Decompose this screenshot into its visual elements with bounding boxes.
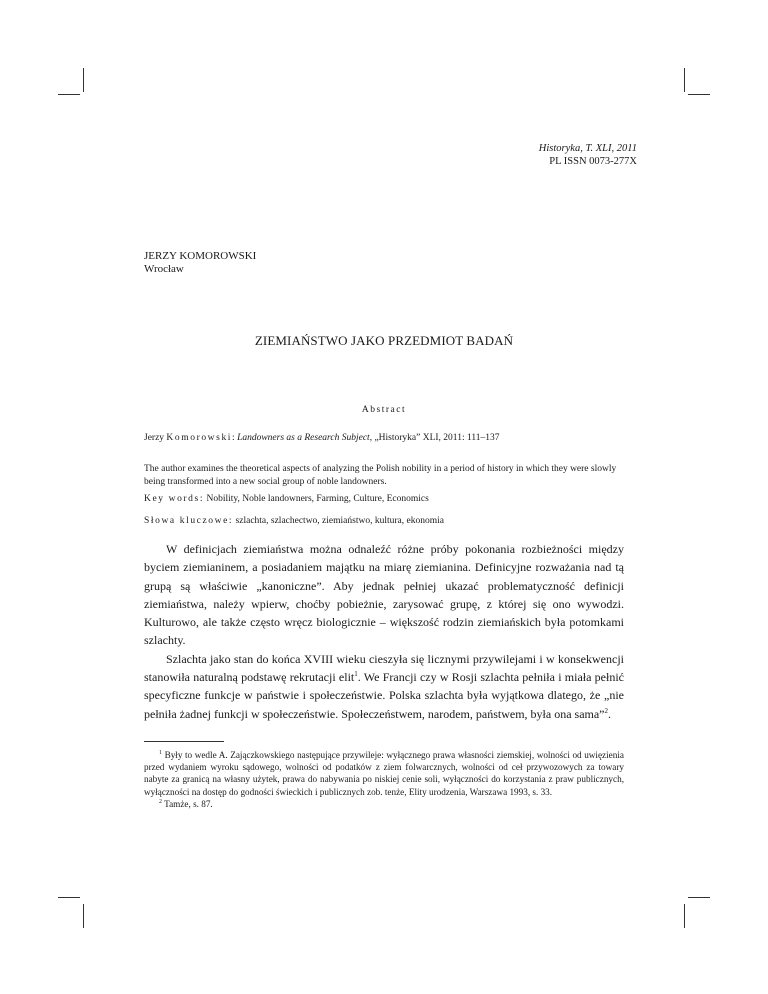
citation-source: , „Historyka” XLI, 2011: 111–137 [369,433,500,443]
keywords-line [144,494,429,504]
body-paragraph-2 [144,650,624,723]
crop-mark [83,904,84,928]
crop-mark [83,68,84,92]
slowa-kluczowe-values: szlachta, szlachectwo, ziemiaństwo, kultura, ekonomia [233,516,444,526]
slowa-kluczowe-line [144,516,444,526]
author-city: Wrocław [144,263,184,275]
paragraph-text: Szlachta jako stan do końca XVIII wieku cieszyła się licznymi przywilejami i w konsekwencji stanowiła naturalną podstawę rekrutacji elit [144,651,624,685]
abstract-text: The author examines the theoretical aspects of analyzing the Polish nobility in a period of history in which they were slowly being transformed into a new social group of noble landowners. [144,464,617,487]
citation-title: Landowners as a Research Subject [237,433,370,443]
citation-separator: : [232,433,238,443]
footnote-2 [144,798,624,810]
article-title: ZIEMIAŃSTWO JAKO PRZEDMIOT BADAŃ [254,333,514,348]
abstract-heading: Abstract [361,405,407,415]
paragraph-text: . We Francji czy w Rosji szlachta pełniła i miała pełnić specyficzne funkcje w państwie i społeczeństwie. Polska szlachta była wyjątkowa dlatego, że „nie pełniła żadnej funkcji w społeczeństwie. Społeczeństwem, narodem, państwem, była ona sama” [144,670,624,721]
crop-mark [58,897,80,898]
footnote-separator [144,741,224,742]
slowa-kluczowe-label: Słowa kluczowe: [144,516,234,526]
crop-mark [684,68,685,92]
footnote-ref-2[interactable]: 2 [604,706,609,715]
footnotes [144,749,624,810]
crop-mark [688,94,710,95]
footnote-number: 2 [159,798,162,805]
author-name: JERZY KOMOROWSKI [144,250,257,262]
keywords-label: Key words: [144,494,205,504]
author-block [144,250,256,276]
journal-title: Historyka, T. XLI, 2011 [538,143,637,154]
abstract-citation [144,433,500,443]
footnote-ref-1[interactable]: 1 [354,670,358,679]
crop-mark [58,94,80,95]
journal-header [539,142,637,168]
footnote-1 [144,749,624,798]
footnote-text: Tamże, s. 87. [162,798,213,809]
crop-mark [688,897,710,898]
paragraph-text: . [608,706,612,721]
journal-issn: PL ISSN 0073-277X [549,156,637,167]
body-text [144,540,624,723]
citation-first-name: Jerzy [144,433,167,443]
crop-mark [684,904,685,928]
body-paragraph-1: W definicjach ziemiaństwa można odnaleźć różne próby pokonania rozbieżności między byciem ziemianinem, a posiadaniem majątku na miarę ziemianina. Definicyjne rozważania nad tą grupą są właściwie „kanoniczne”. Aby jednak pełniej ukazać problematyczność definicji ziemiaństwa, należy wpierw, choćby pobieżnie, zarysować grupę, z której się ono wywodzi. Kulturowo, ale także często wręcz biologicznie – większość rodzin ziemiańskich była potomkami szlachty. [144,542,624,648]
keywords-values: Nobility, Noble landowners, Farming, Culture, Economics [204,494,429,504]
footnote-text: Były to wedle A. Zajączkowskiego następujące przywileje: wyłącznego prawa własności ziemskiej, wolności od uwięzienia przed wydaniem wyroku sądowego, wolności od podatków z ziem folwarcznych, wolności od ceł przywozowych za towary nabyte za granicą na własny użytek, prawa do nabywania po niskiej cenie soli, wyłączności do korzystania z praw publicznych, wyłączności na dostęp do godności świeckich i publicznych zob. tenże, Elity urodzenia, Warszawa 1993, s. 33. [144,750,624,797]
citation-surname: Komorowski [166,433,233,443]
footnote-number: 1 [159,750,162,756]
